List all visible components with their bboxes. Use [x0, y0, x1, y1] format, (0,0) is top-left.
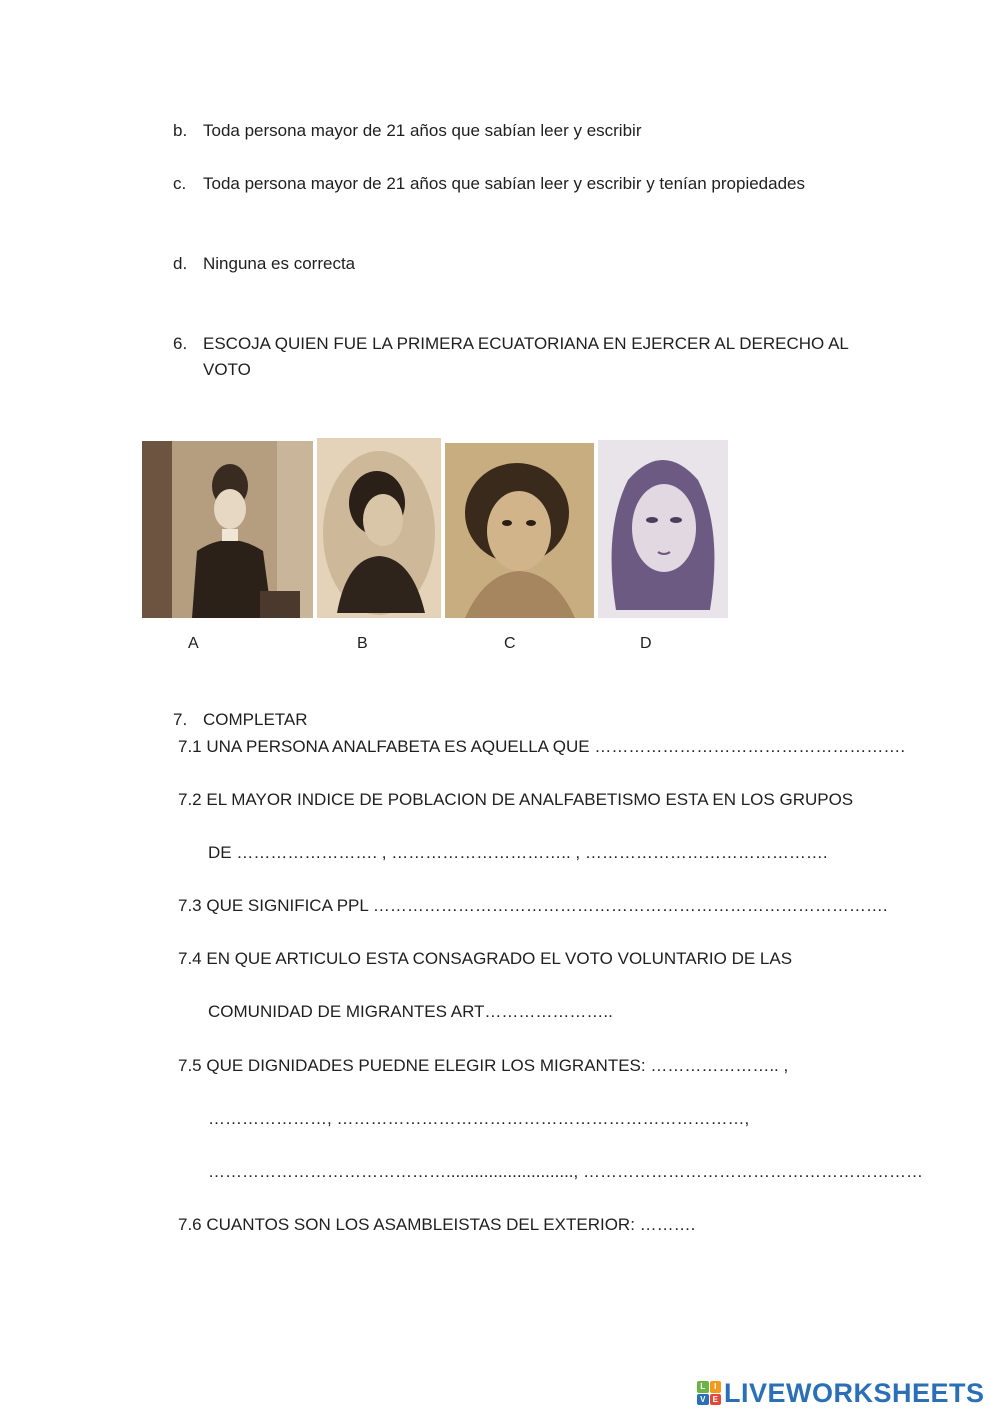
- question-number: 7.: [173, 710, 188, 729]
- question-6-line2: VOTO: [203, 360, 251, 379]
- liveworksheets-logo: [697, 1378, 985, 1408]
- photo-label-b: B: [357, 635, 368, 652]
- option-letter: c.: [173, 174, 187, 193]
- option-d: [173, 253, 355, 275]
- logo-letter: V: [697, 1394, 709, 1406]
- portrait-a: [142, 441, 313, 618]
- option-letter: d.: [173, 254, 188, 273]
- q7-1: 7.1 UNA PERSONA ANALFABETA ES AQUELLA QUE ……………………………………………….: [178, 737, 906, 756]
- logo-letter: I: [710, 1381, 722, 1393]
- q7-5: 7.5 QUE DIGNIDADES PUEDNE ELEGIR LOS MIGRANTES: ………………….. ,: [178, 1056, 789, 1075]
- photo-label-a: A: [188, 635, 199, 652]
- logo-letter: L: [697, 1381, 709, 1393]
- portrait-b: [317, 438, 441, 618]
- q7-2: 7.2 EL MAYOR INDICE DE POBLACION DE ANALFABETISMO ESTA EN LOS GRUPOS: [178, 790, 854, 809]
- photo-label-c: C: [504, 635, 516, 652]
- question-7: [173, 709, 308, 731]
- q7-2-blanks: DE ……………………. , ………………………….. , …………………………………….: [208, 843, 828, 862]
- option-text: Toda persona mayor de 21 años que sabían leer y escribir: [203, 121, 642, 140]
- q7-4-blank: COMUNIDAD DE MIGRANTES ART…………………..: [208, 1002, 613, 1021]
- q7-5-blanks-1: …………………, ………………………………………………………………,: [208, 1109, 750, 1128]
- q7-3: 7.3 QUE SIGNIFICA PPL ……………………………………………………………………………….: [178, 896, 888, 915]
- photo-label-d: D: [640, 635, 652, 652]
- q7-4: 7.4 EN QUE ARTICULO ESTA CONSAGRADO EL VOTO VOLUNTARIO DE LAS: [178, 949, 793, 968]
- portrait-c: [445, 443, 594, 618]
- question-7-title: COMPLETAR: [203, 710, 308, 729]
- logo-letter: E: [710, 1394, 722, 1406]
- logo-icon: [697, 1381, 721, 1405]
- portrait-d: [598, 440, 728, 618]
- option-b: [173, 120, 641, 142]
- option-text: Toda persona mayor de 21 años que sabían leer y escribir y tenían propiedades: [203, 174, 805, 193]
- option-c: [173, 173, 805, 195]
- q7-5-blanks-2: ……………………………………..........................., ……………………………………………………: [208, 1162, 923, 1181]
- question-6-line1: ESCOJA QUIEN FUE LA PRIMERA ECUATORIANA EN EJERCER AL DERECHO AL: [203, 334, 849, 353]
- logo-text: LIVEWORKSHEETS: [724, 1377, 985, 1408]
- option-letter: b.: [173, 121, 188, 140]
- question-number: 6.: [173, 334, 188, 353]
- question-6: [173, 333, 849, 355]
- q7-6: 7.6 CUANTOS SON LOS ASAMBLEISTAS DEL EXTERIOR: ……….: [178, 1215, 696, 1234]
- option-text: Ninguna es correcta: [203, 254, 356, 273]
